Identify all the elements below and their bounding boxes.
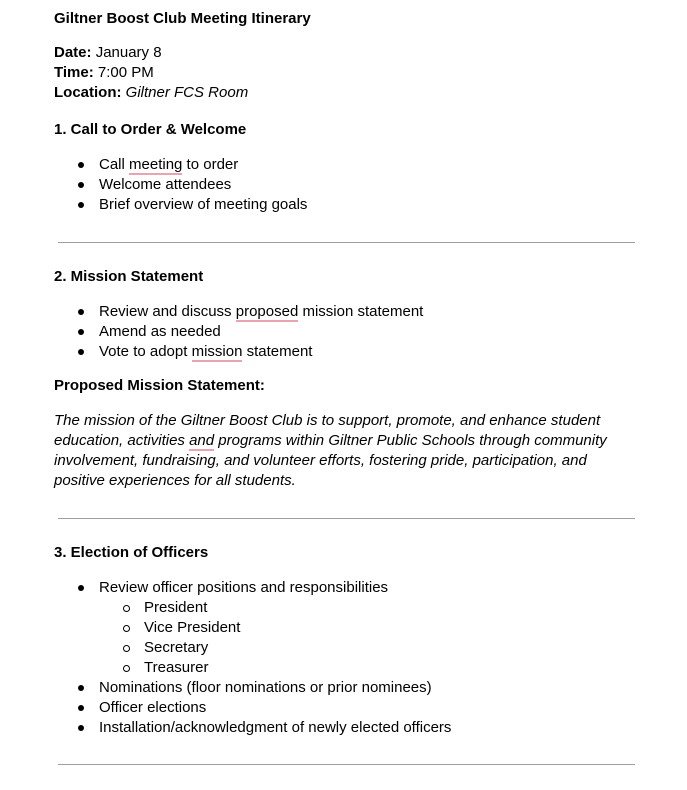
list-item: Officer elections (54, 698, 654, 718)
time-value: 7:00 PM (97, 64, 154, 81)
list-item: Vote to adopt mission statement (54, 342, 654, 362)
mission-statement-text: The mission of the Giltner Boost Club is to support, promote, and enhance student education, activities and programs within Giltner Public Schools through community involvement, fundraising, and volunteer efforts, fostering pride, participation, and positive experiences for all students. (54, 412, 607, 489)
list-item: Amend as needed (54, 322, 654, 342)
section-2-heading: 2. Mission Statement (54, 268, 204, 285)
divider (58, 518, 635, 519)
section-2-list (54, 302, 654, 362)
document-title: Giltner Boost Club Meeting Itinerary (54, 10, 311, 27)
divider (58, 764, 635, 765)
spellcheck-word[interactable]: and (189, 432, 215, 449)
list-item: Review and discuss proposed mission statement (54, 302, 654, 322)
officer-sublist (54, 598, 654, 678)
officer-item: Vice President (54, 618, 654, 638)
time-label: Time: (54, 64, 94, 81)
location-label: Location: (54, 84, 122, 101)
officer-sublist-container (54, 598, 654, 678)
spellcheck-word[interactable]: meeting (129, 156, 183, 173)
officer-item: Treasurer (54, 658, 654, 678)
list-item: Nominations (floor nominations or prior nominees) (54, 678, 654, 698)
list-item: Installation/acknowledgment of newly elected officers (54, 718, 654, 738)
list-item: Review officer positions and responsibilities (54, 578, 654, 598)
list-item: Welcome attendees (54, 175, 654, 195)
section-1-list (54, 155, 654, 215)
list-item: Brief overview of meeting goals (54, 195, 654, 215)
spellcheck-word[interactable]: mission (191, 343, 243, 360)
date-value: January 8 (95, 44, 162, 61)
spellcheck-word[interactable]: proposed (235, 303, 299, 320)
date-label: Date: (54, 44, 92, 61)
section-3-list (54, 578, 654, 738)
section-1-heading: 1. Call to Order & Welcome (54, 121, 247, 138)
meta-time (54, 63, 154, 83)
proposed-mission-heading: Proposed Mission Statement: (54, 377, 265, 394)
divider (58, 242, 635, 243)
officer-item: President (54, 598, 654, 618)
location-value: Giltner FCS Room (125, 84, 249, 101)
meta-date (54, 43, 162, 63)
meta-location (54, 83, 248, 103)
list-item: Call meeting to order (54, 155, 654, 175)
section-3-heading: 3. Election of Officers (54, 544, 209, 561)
officer-item: Secretary (54, 638, 654, 658)
